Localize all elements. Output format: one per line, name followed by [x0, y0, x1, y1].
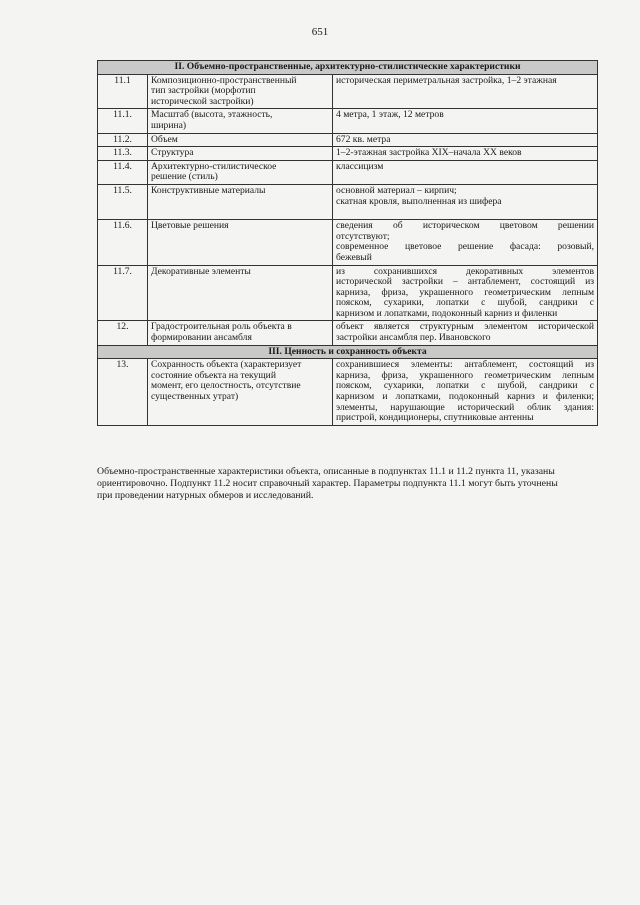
row-label: Конструктивные материалы [148, 184, 333, 219]
table-row [98, 220, 598, 265]
row-label: Композиционно-пространственный тип застройки (морфотип исторической застройки) [148, 74, 333, 109]
table-row [98, 147, 598, 161]
row-number: 13. [98, 359, 148, 426]
table-row [98, 133, 598, 147]
section-title: III. Ценность и сохранность объекта [98, 345, 598, 359]
table-row [98, 160, 598, 184]
row-number: 11.1 [98, 74, 148, 109]
row-number: 11.4. [98, 160, 148, 184]
row-number: 11.2. [98, 133, 148, 147]
row-number: 11.3. [98, 147, 148, 161]
row-label: Объем [148, 133, 333, 147]
section-header [98, 61, 598, 75]
table-row [98, 265, 598, 321]
row-number: 11.1. [98, 109, 148, 133]
footnote-paragraph: Объемно-пространственные характеристики объекта, описанные в подпунктах 11.1 и 11.2 пункта 11, указаны ориентировочно. Подпункт 11.2 носит справочный характер. Параметры подпункта 11.1 могут быть уточнены при проведении натурных обмеров и исследований. [97, 466, 558, 502]
row-number: 11.6. [98, 220, 148, 265]
row-label: Градостроительная роль объекта в формировании ансамбля [148, 321, 333, 345]
characteristics-table [97, 60, 598, 426]
row-number: 12. [98, 321, 148, 345]
table-row [98, 74, 598, 109]
row-value: сведения об историческом цветовом решении отсутствуют; современное цветовое решение фасада: розовый, бежевый [333, 220, 598, 265]
row-value: историческая периметральная застройка, 1–2 этажная [333, 74, 598, 109]
row-value: 4 метра, 1 этаж, 12 метров [333, 109, 598, 133]
table-row [98, 321, 598, 345]
row-number: 11.7. [98, 265, 148, 321]
row-value: 1–2-этажная застройка XIX–начала XX веков [333, 147, 598, 161]
row-label: Цветовые решения [148, 220, 333, 265]
section-title: II. Объемно-пространственные, архитектурно-стилистические характеристики [98, 61, 598, 75]
row-label: Структура [148, 147, 333, 161]
row-value: классицизм [333, 160, 598, 184]
page-number: 651 [311, 26, 329, 38]
row-value: основной материал – кирпич; скатная кровля, выполненная из шифера [333, 184, 598, 219]
table-row [98, 359, 598, 426]
row-label: Архитектурно-стилистическое решение (стиль) [148, 160, 333, 184]
row-value: объект является структурным элементом исторической застройки ансамбля пер. Ивановского [333, 321, 598, 345]
table-row [98, 184, 598, 219]
row-label: Декоративные элементы [148, 265, 333, 321]
row-number: 11.5. [98, 184, 148, 219]
section-header [98, 345, 598, 359]
row-value: 672 кв. метра [333, 133, 598, 147]
row-value: из сохранившихся декоративных элементов исторической застройки – антаблемент, состоящий из карниза, фриза, украшенного геометрическим лепным пояском, сухарики, лопатки с шубой, сандрики с карнизом и лопатками, подоконный карниз и филенки [333, 265, 598, 321]
row-value: сохранившиеся элементы: антаблемент, состоящий из карниза, фриза, украшенного геометрическим лепным пояском, сухарики, лопатки с шубой, сандрики с карнизом и лопатками, подоконный карниз и филенки; элементы, нарушающие исторический облик здания: пристрой, кондиционеры, спутниковые антенны [333, 359, 598, 426]
row-label: Масштаб (высота, этажность, ширина) [148, 109, 333, 133]
table-row [98, 109, 598, 133]
row-label: Сохранность объекта (характеризует состояние объекта на текущий момент, его целостность, отсутствие существенных утрат) [148, 359, 333, 426]
